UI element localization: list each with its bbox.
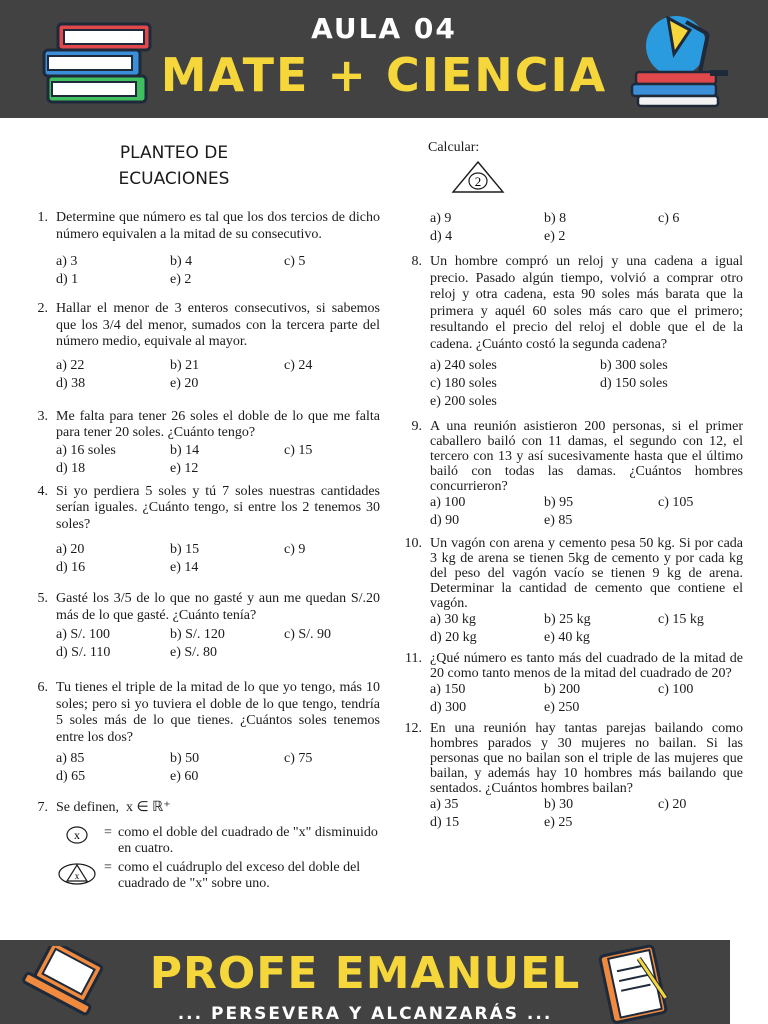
math-domain: x ∈ ℝ⁺	[125, 800, 171, 815]
problem-10: 10. Un vagón con arena y cemento pesa 50 kg. Si por cada 3 kg de arena se tienen 5kg de cemento y por cada kg del peso del vagón vacío se tienen 9 kg de arena. Determinar la cantidad de cemento que contiene el vagón.	[404, 536, 743, 611]
option-e[interactable]: e) 250	[544, 700, 580, 715]
option-b[interactable]: b) 21	[170, 357, 200, 373]
options	[56, 253, 380, 289]
option-e[interactable]: e) 60	[170, 769, 199, 784]
option-e[interactable]: e) S/. 80	[170, 645, 218, 660]
problem-text: Un vagón con arena y cemento pesa 50 kg. Si por cada 3 kg de arena se tienen 5kg de cemento y por cada kg del peso del vagón vacío se tienen 9 kg de arena. Determinar la cantidad de cemento que contiene el vagón.	[430, 536, 743, 611]
problem-9: 9. A una reunión asistieron 200 personas, si el primer caballero bailó con 11 damas, el segundo con 12, el tercero con 13 y así sucesivamente hasta que el último bailó con todas las damas. ¿Cuántos hombres concurrieron?	[411, 419, 743, 494]
option-a[interactable]: a) S/. 100	[56, 627, 111, 642]
option-d[interactable]: d) S/. 110	[56, 645, 111, 660]
option-c[interactable]: c) 180 soles	[430, 376, 497, 391]
option-c[interactable]: c) 15	[284, 442, 313, 458]
option-c[interactable]: c) 5	[284, 254, 306, 269]
notebook-pen-icon	[592, 944, 676, 1024]
problem-text: Determine que número es tal que los dos tercios de dicho número equivalen a la mitad de su consecutivo.	[56, 210, 380, 242]
options	[430, 796, 743, 832]
options	[430, 494, 743, 530]
triangle-circle-operator-icon	[56, 860, 98, 886]
problem-text: Se definen, x ∈ ℝ⁺	[56, 800, 171, 815]
option-b[interactable]: b) 8	[544, 211, 567, 226]
option-b[interactable]: b) 4	[170, 254, 193, 269]
option-e[interactable]: e) 85	[544, 513, 573, 528]
problem-text: Si yo perdiera 5 soles y tú 7 soles nuestras cantidades serían iguales. ¿Cuánto tengo, si entre los 2 tenemos 30 soles?	[56, 483, 380, 532]
option-d[interactable]: d) 300	[430, 700, 467, 715]
problem-11: 11. ¿Qué número es tanto más del cuadrado de la mitad de 20 como tanto menos de la mitad del cuadrado de 20?	[405, 651, 743, 681]
problem-text: ¿Qué número es tanto más del cuadrado de la mitad de 20 como tanto menos de la mitad del cuadrado de 20?	[430, 651, 743, 681]
option-e[interactable]: e) 2	[170, 272, 192, 287]
problem-text: Me falta para tener 26 soles el doble de lo que me falta para tener 20 soles. ¿Cuánto tengo?	[56, 408, 380, 440]
option-a[interactable]: a) 30 kg	[430, 612, 476, 627]
option-c[interactable]: c) 9	[284, 542, 306, 557]
options	[430, 681, 743, 717]
option-c[interactable]: c) 105	[658, 495, 694, 510]
option-d[interactable]: d) 15	[430, 815, 460, 830]
problem-7: 7. Se definen, x ∈ ℝ⁺	[24, 800, 380, 817]
option-e[interactable]: e) 12	[170, 460, 199, 476]
option-d[interactable]: d) 4	[430, 229, 453, 244]
option-b[interactable]: b) 300 soles	[600, 358, 668, 373]
option-b[interactable]: b) 25 kg	[544, 612, 591, 627]
option-a[interactable]: a) 35	[430, 797, 459, 812]
option-a[interactable]: a) 100	[430, 495, 466, 510]
options	[56, 750, 380, 786]
problem-text: En una reunión hay tantas parejas bailando como hombres parados y 30 mujeres no bailan. Si las personas que no bailan son el triple de las mujeres que bailan, y además hay 10 hombres más bailando que sentados. ¿Cuántos hombres bailan?	[430, 721, 743, 796]
option-d[interactable]: d) 150 soles	[600, 376, 668, 391]
problem-text: A una reunión asistieron 200 personas, si el primer caballero bailó con 11 damas, el segundo con 12, el tercero con 13 y así sucesivamente hasta que el último bailó con todas las damas. ¿Cuántos hombres concurrieron?	[430, 419, 743, 494]
option-e[interactable]: e) 200 soles	[430, 394, 497, 409]
option-d[interactable]: d) 65	[56, 769, 86, 784]
svg-text:2: 2	[474, 173, 482, 189]
circle-operator-icon	[56, 825, 98, 845]
problem-4: 4. Si yo perdiera 5 soles y tú 7 soles nuestras cantidades serían iguales. ¿Cuánto tengo, si entre los 2 tenemos 30 soles?	[37, 483, 380, 532]
option-d[interactable]: d) 1	[56, 272, 79, 287]
definition-text: como el cuádruplo del exceso del doble del cuadrado de "x" sobre uno.	[118, 859, 361, 891]
option-c[interactable]: c) 75	[284, 751, 313, 766]
option-d[interactable]: d) 18	[56, 460, 86, 476]
header-banner	[0, 0, 768, 118]
option-e[interactable]: e) 40 kg	[544, 630, 590, 645]
option-b[interactable]: b) 200	[544, 682, 581, 697]
definition-triangle: x = como el cuádruplo del exceso del doble del cuadrado de "x" sobre uno.	[56, 860, 380, 893]
option-a[interactable]: a) 85	[56, 751, 85, 766]
option-a[interactable]: a) 240 soles	[430, 358, 497, 373]
problem-text: Hallar el menor de 3 enteros consecutivos, si sabemos que los 3/4 del menor, sumados con la tercera parte del número medio, equivale al mayor.	[56, 301, 380, 349]
option-c[interactable]: c) 20	[658, 797, 687, 812]
problem-text: Gasté los 3/5 de lo que no gasté y aun me quedan S/.20 más de lo que gasté. ¿Cuánto tenía?	[56, 591, 380, 623]
option-b[interactable]: b) 15	[170, 542, 200, 557]
options	[430, 611, 743, 647]
problem-3: 3. Me falta para tener 26 soles el doble de lo que me falta para tener 20 soles. ¿Cuánto tengo?	[37, 408, 380, 440]
option-b[interactable]: b) S/. 120	[170, 627, 225, 642]
option-a[interactable]: a) 22	[56, 357, 85, 373]
option-c[interactable]: c) 6	[658, 211, 680, 226]
problem-2: 2. Hallar el menor de 3 enteros consecutivos, si sabemos que los 3/4 del menor, sumados con la tercera parte del número medio, equivale al mayor.	[37, 301, 380, 349]
options	[430, 210, 743, 246]
header-subtitle: AULA 04	[311, 12, 457, 45]
definition-text: como el doble del cuadrado de "x" disminuido en cuatro.	[118, 824, 378, 856]
header-title: MATE + CIENCIA	[160, 48, 608, 102]
footer-motto: ... PERSEVERA Y ALCANZARÁS ...	[177, 1004, 553, 1024]
right-column	[398, 140, 743, 832]
options	[430, 357, 743, 411]
problem-8: 8. Un hombre compró un reloj y una cadena a igual precio. Pasado algún tiempo, volvió a comprar otro reloj y otra cadena, esta 90 soles más barata que la primera y aquél 60 soles más caro que el primero; resultando el precio del reloj el doble que el de la cadena. ¿Cuánto costó la segunda cadena?	[411, 254, 743, 352]
svg-text:x: x	[74, 870, 80, 881]
option-a[interactable]: a) 150	[430, 682, 466, 697]
option-a[interactable]: a) 9	[430, 211, 452, 226]
footer-banner	[0, 940, 730, 1024]
calculate-label: Calcular:	[428, 140, 480, 155]
desk-lamp-books-icon	[628, 10, 732, 110]
option-d[interactable]: d) 38	[56, 375, 86, 391]
teacher-name: PROFE EMANUEL	[149, 948, 581, 999]
option-c[interactable]: c) 24	[284, 357, 313, 373]
problem-6: 6. Tu tienes el triple de la mitad de lo que yo tengo, más 10 soles; pero si yo tuviera el doble de lo que tengo, tendría 5 soles más de lo que tienes. ¿Cuántos soles tenemos entre los dos?	[37, 680, 380, 745]
problem-5: 5. Gasté los 3/5 de lo que no gasté y aun me quedan S/.20 más de lo que gasté. ¿Cuánto tenía?	[37, 591, 380, 623]
option-a[interactable]: a) 20	[56, 542, 85, 557]
section-title: PLANTEO DE ECUACIONES	[118, 143, 230, 189]
triangle-two-icon	[450, 159, 506, 195]
option-e[interactable]: e) 25	[544, 815, 573, 830]
options	[56, 541, 380, 577]
option-d[interactable]: d) 20 kg	[430, 630, 477, 645]
option-d[interactable]: d) 16	[56, 560, 86, 575]
option-e[interactable]: e) 14	[170, 560, 199, 575]
problem-text: Un hombre compró un reloj y una cadena a igual precio. Pasado algún tiempo, volvió a comprar otro reloj y otra cadena, esta 90 soles más barata que la primera y aquél 60 soles más caro que el primero; resultando el precio del reloj el doble que el de la cadena. ¿Cuánto costó la segunda cadena?	[430, 254, 743, 352]
option-b[interactable]: b) 30	[544, 797, 574, 812]
option-b[interactable]: b) 95	[544, 495, 574, 510]
options	[56, 626, 380, 662]
definition-circle: x = como el doble del cuadrado de "x" disminuido en cuatro.	[56, 825, 380, 858]
problem-1: 1. Determine que número es tal que los dos tercios de dicho número equivalen a la mitad de su consecutivo.	[37, 210, 380, 242]
problem-12: 12. En una reunión hay tantas parejas bailando como hombres parados y 30 mujeres no bailan. Si las personas que no bailan son el triple de las mujeres que bailan, y además hay 10 hombres más bailando que sentados. ¿Cuántos hombres bailan?	[404, 721, 743, 796]
option-c[interactable]: c) 100	[658, 682, 694, 697]
option-c[interactable]: c) 15 kg	[658, 612, 704, 627]
options	[56, 442, 380, 478]
option-b[interactable]: b) 50	[170, 751, 200, 766]
option-e[interactable]: e) 2	[544, 229, 566, 244]
options	[56, 357, 380, 393]
option-d[interactable]: d) 90	[430, 513, 460, 528]
option-e[interactable]: e) 20	[170, 375, 199, 391]
problem-text: Tu tienes el triple de la mitad de lo que yo tengo, más 10 soles; pero si yo tuviera el doble de lo que tengo, tendría 5 soles más de lo que tienes. ¿Cuántos soles tenemos entre los dos?	[56, 680, 380, 745]
left-column	[24, 140, 380, 893]
svg-text:x: x	[74, 827, 80, 842]
option-b[interactable]: b) 14	[170, 442, 200, 458]
option-a[interactable]: a) 3	[56, 254, 78, 269]
option-a[interactable]: a) 16 soles	[56, 442, 116, 458]
option-c[interactable]: c) S/. 90	[284, 627, 332, 642]
